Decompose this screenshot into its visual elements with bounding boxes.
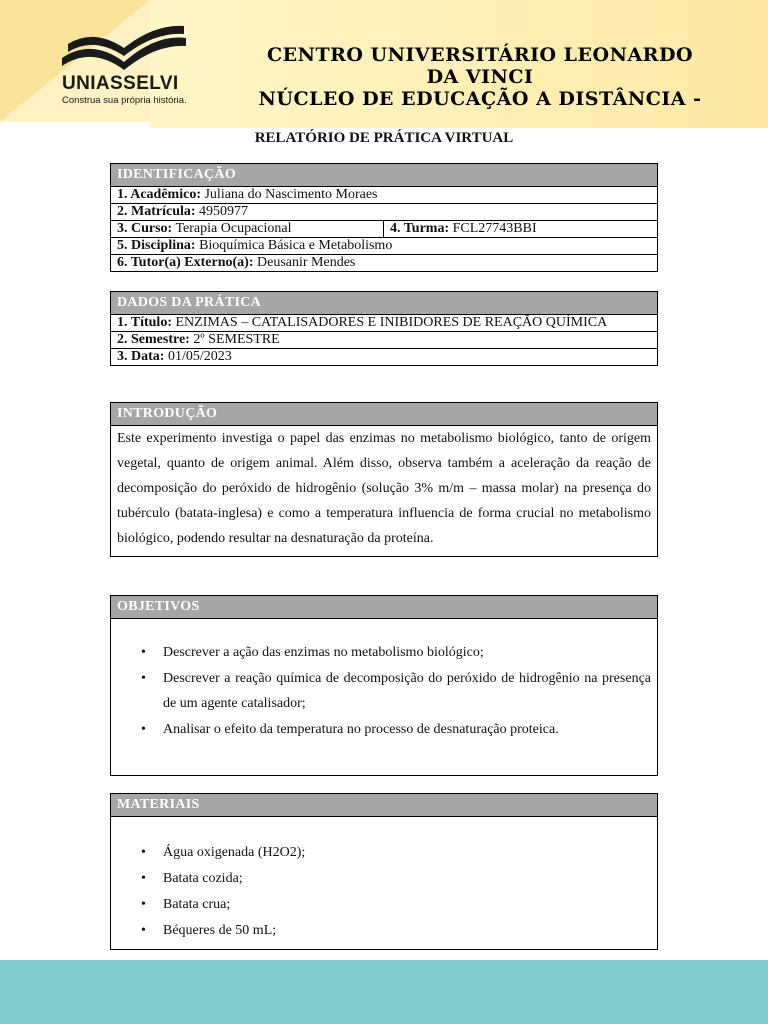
- section-heading: OBJETIVOS: [111, 596, 657, 619]
- list-item: • Béqueres de 50 mL;: [111, 918, 657, 943]
- field-label: 6. Tutor(a) Externo(a):: [117, 255, 254, 270]
- turma-value: FCL27743BBI: [452, 221, 537, 236]
- field-label: 1. Título:: [117, 315, 172, 330]
- field-label: 4. Turma:: [390, 221, 450, 236]
- institution-line-3: NÚCLEO DE EDUCAÇÃO A DISTÂNCIA -: [258, 88, 702, 110]
- introducao-text: Este experimento investiga o papel das enzimas no metabolismo biológico, tanto de origem vegetal, quanto de origem animal. Além disso, observa também a aceleração da reação de decomposição do peróxido de hidrogênio (solução 3% m/m – massa molar) na presença do tubérculo (batata-inglesa) e como a temperatura influencia de forma crucial no metabolismo biológico, podendo resultar na desnaturação da proteína.: [117, 431, 651, 546]
- academico-value: Juliana do Nascimento Moraes: [204, 187, 378, 202]
- institution-line-2: DA VINCI: [426, 66, 534, 88]
- section-heading: IDENTIFICAÇÃO: [111, 164, 657, 187]
- curso-cell: [111, 221, 384, 237]
- materiais-list: [111, 840, 657, 943]
- data-value: 01/05/2023: [167, 349, 232, 364]
- titulo-value: ENZIMAS – CATALISADORES E INIBIDORES DE REAÇÃO QUÍMICA: [175, 315, 608, 330]
- semestre-row: [111, 332, 657, 349]
- materiais-section: [110, 793, 658, 950]
- field-label: 1. Acadêmico:: [117, 187, 201, 202]
- tutor-row: [111, 255, 657, 271]
- logo-wordmark: UNIASSELVI: [62, 73, 179, 94]
- logo-tagline: Construa sua própria história.: [62, 95, 187, 106]
- field-label: 2. Semestre:: [117, 332, 190, 347]
- curso-turma-row: [111, 221, 657, 238]
- report-title: RELATÓRIO DE PRÁTICA VIRTUAL: [254, 130, 514, 146]
- list-item: • Descrever a ação das enzimas no metabolismo biológico;: [111, 640, 657, 665]
- introducao-section: [110, 402, 658, 557]
- field-label: 5. Disciplina:: [117, 238, 196, 253]
- list-item: • Água oxigenada (H2O2);: [111, 840, 657, 865]
- field-label: 3. Curso:: [117, 221, 173, 236]
- section-heading: INTRODUÇÃO: [111, 403, 657, 426]
- titulo-row: [111, 315, 657, 332]
- objetivos-list: [111, 640, 657, 742]
- academico-row: [111, 187, 657, 204]
- list-item: • Descrever a reação química de decomposição do peróxido de hidrogênio na presença de um agente catalisador;: [111, 666, 657, 716]
- institution-title: [250, 44, 710, 110]
- turma-cell: [384, 221, 543, 237]
- identificacao-section: [110, 163, 658, 272]
- objetivos-section: [110, 595, 658, 776]
- field-label: 2. Matrícula:: [117, 204, 196, 219]
- footer-bar: [0, 960, 768, 1024]
- institution-line-1: CENTRO UNIVERSITÁRIO LEONARDO: [266, 44, 693, 66]
- disciplina-row: [111, 238, 657, 255]
- matricula-row: [111, 204, 657, 221]
- semestre-value: 2º SEMESTRE: [193, 332, 280, 347]
- tutor-value: Deusanir Mendes: [257, 255, 356, 270]
- list-item: • Analisar o efeito da temperatura no processo de desnaturação proteica.: [111, 717, 657, 742]
- dados-pratica-section: [110, 291, 658, 366]
- section-heading: DADOS DA PRÁTICA: [111, 292, 657, 315]
- data-row: [111, 349, 657, 365]
- curso-value: Terapia Ocupacional: [175, 221, 292, 236]
- list-item: • Batata cozida;: [111, 866, 657, 891]
- list-item: • Batata crua;: [111, 892, 657, 917]
- field-label: 3. Data:: [117, 349, 165, 364]
- disciplina-value: Bioquímica Básica e Metabolismo: [199, 238, 393, 253]
- matricula-value: 4950977: [199, 204, 249, 219]
- section-heading: MATERIAIS: [111, 794, 657, 817]
